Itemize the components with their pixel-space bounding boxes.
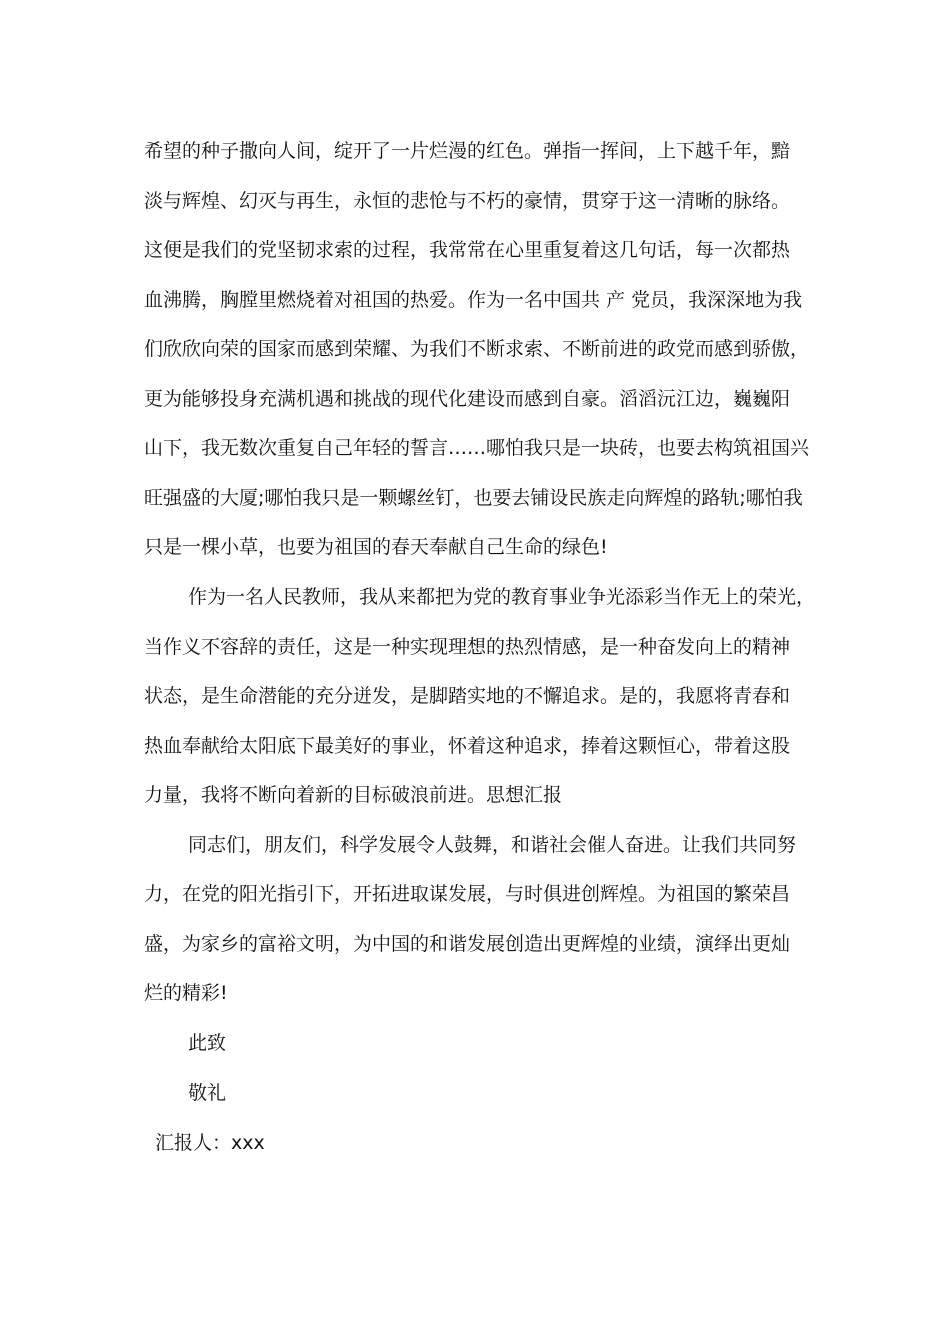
closing-salutation: 此致 (188, 1032, 227, 1054)
paragraph-1-line-7: 山下，我无数次重复自己年轻的誓言……哪怕我只是一块砖，也要去构筑祖国兴 (144, 437, 810, 459)
paragraph-2-line-1: 作为一名人民教师，我从来都把为党的教育事业争光添彩当作无上的荣光， (188, 586, 816, 608)
closing-signer: 汇报人：xxx (155, 1132, 265, 1154)
paragraph-1-line-8: 旺强盛的大厦;哪怕我只是一颗螺丝钉，也要去铺设民族走向辉煌的路轨;哪怕我 (144, 487, 803, 509)
paragraph-3-line-4: 烂的精彩! (144, 982, 228, 1004)
paragraph-2-line-3: 状态，是生命潜能的充分迸发，是脚踏实地的不懈追求。是的，我愿将青春和 (144, 685, 791, 707)
paragraph-1-line-2: 淡与辉煌、幻灭与再生，永恒的悲怆与不朽的豪情，贯穿于这一清晰的脉络。 (144, 190, 791, 212)
paragraph-1-line-1: 希望的种子撒向人间，绽开了一片烂漫的红色。弹指一挥间，上下越千年，黯 (144, 140, 791, 162)
paragraph-2-line-2: 当作义不容辞的责任，这是一种实现理想的热烈情感，是一种奋发向上的精神 (144, 636, 791, 658)
paragraph-3-line-2: 力，在党的阳光指引下，开拓进取谋发展，与时俱进创辉煌。为祖国的繁荣昌 (144, 883, 791, 905)
paragraph-1-line-6: 更为能够投身充满机遇和挑战的现代化建设而感到自豪。滔滔沅江边，巍巍阳 (144, 388, 791, 410)
closing-regards: 敬礼 (188, 1082, 227, 1104)
paragraph-1-line-4: 血沸腾，胸膛里燃烧着对祖国的热爱。作为一名中国共 产 党员，我深深地为我 (144, 289, 803, 311)
paragraph-2-line-5: 力量，我将不断向着新的目标破浪前进。思想汇报 (144, 784, 563, 806)
paragraph-1-line-9: 只是一棵小草，也要为祖国的春天奉献自己生命的绿色! (144, 536, 608, 558)
paragraph-3-line-3: 盛，为家乡的富裕文明，为中国的和谐发展创造出更辉煌的业绩，演绎出更灿 (144, 933, 791, 955)
paragraph-1-line-5: 们欣欣向荣的国家而感到荣耀、为我们不断求索、不断前进的政党而感到骄傲， (144, 338, 810, 360)
paragraph-3-line-1: 同志们，朋友们，科学发展令人鼓舞，和谐社会催人奋进。让我们共同努 (188, 834, 797, 856)
paragraph-2-line-4: 热血奉献给太阳底下最美好的事业，怀着这种追求，捧着这颗恒心，带着这股 (144, 735, 791, 757)
paragraph-1-line-3: 这便是我们的党坚韧求索的过程，我常常在心里重复着这几句话，每一次都热 (144, 239, 791, 261)
